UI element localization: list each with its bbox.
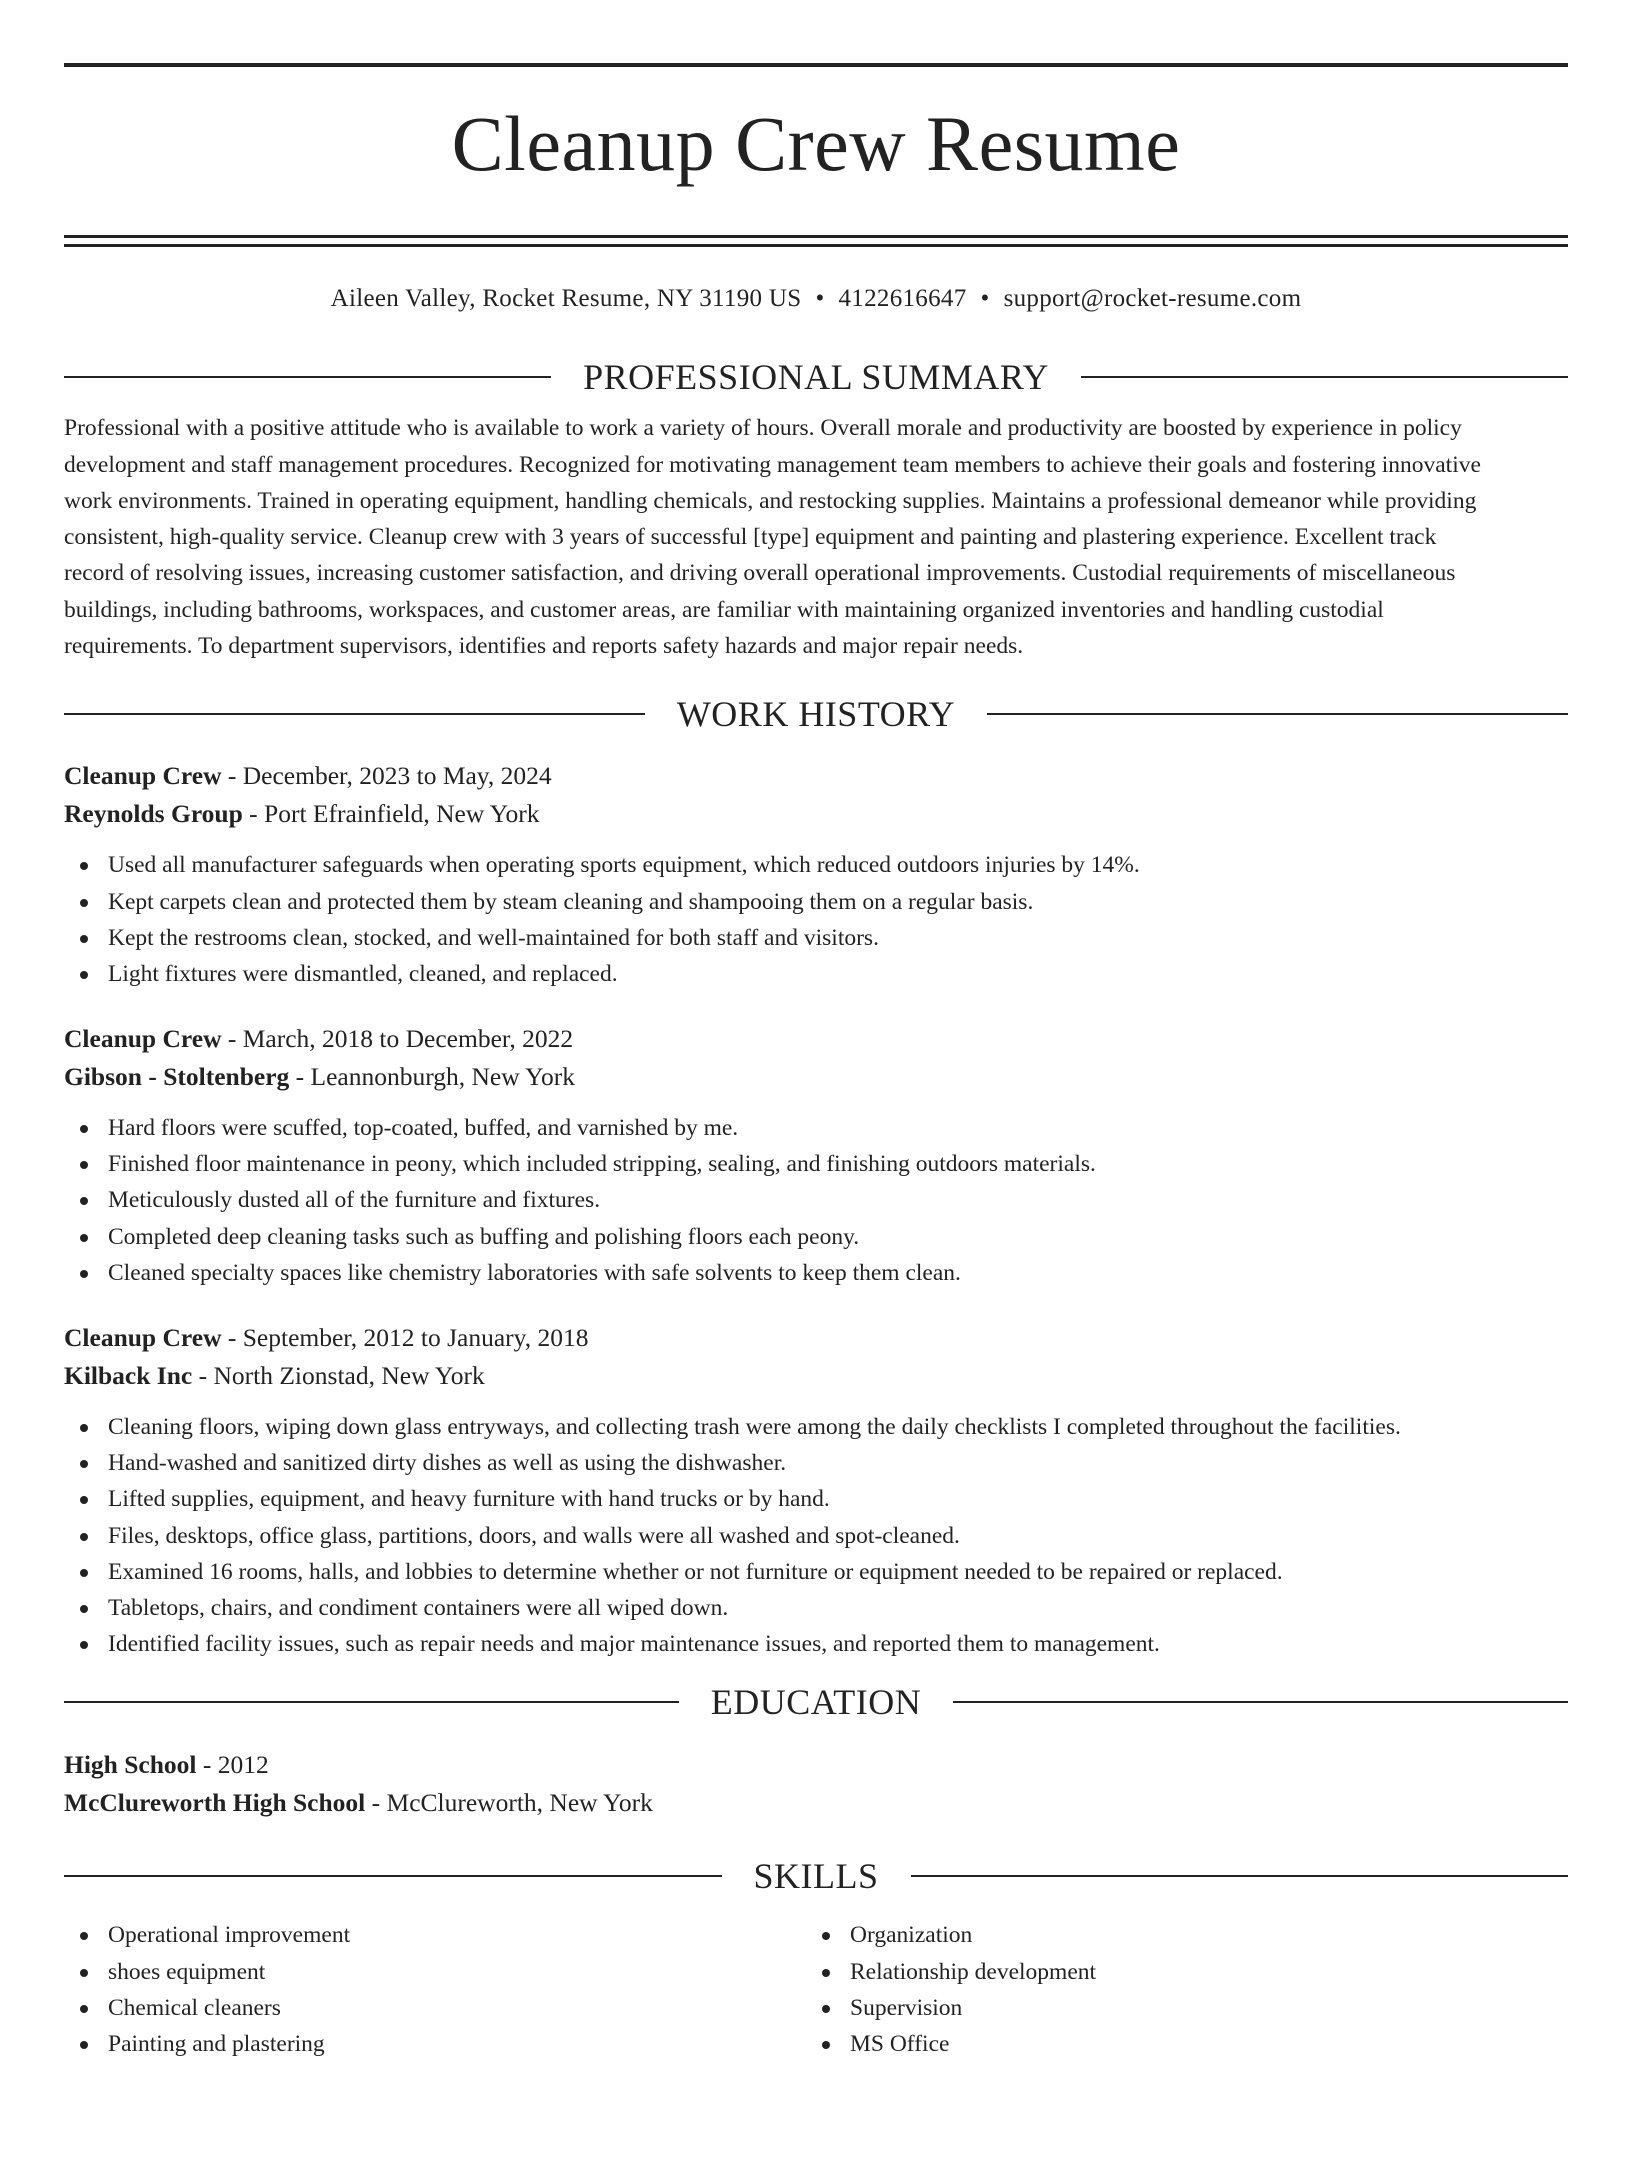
- job-dates: - September, 2012 to January, 2018: [221, 1323, 589, 1353]
- education-school: McClureworth High School: [64, 1788, 366, 1818]
- professional-summary: [64, 410, 1568, 664]
- resume-page: [0, 63, 1632, 2175]
- heading-rule: [64, 1875, 722, 1877]
- list-item: Meticulously dusted all of the furniture and fixtures.: [64, 1182, 1568, 1218]
- job-company: Kilback Inc: [64, 1361, 193, 1391]
- skill-item: Painting and plastering: [64, 2026, 806, 2062]
- heading-rule: [64, 1701, 679, 1703]
- skill-item: MS Office: [806, 2026, 1548, 2062]
- summary-line: Professional with a positive attitude who is available to work a variety of hours. Overall morale and productivity are boosted by experience in policy: [64, 415, 1462, 442]
- section-heading-education: [64, 1682, 1568, 1722]
- list-item: Finished floor maintenance in peony, which included stripping, sealing, and finishing outdoors materials.: [64, 1146, 1568, 1182]
- contact-line: [64, 284, 1568, 314]
- skill-item: Relationship development: [806, 1954, 1548, 1990]
- heading-rule: [64, 713, 645, 715]
- contact-phone: 4122616647: [838, 285, 967, 313]
- job-company-line: [64, 1058, 1568, 1096]
- heading-rule: [1081, 376, 1568, 378]
- heading-rule: [953, 1701, 1568, 1703]
- heading-rule: [911, 1875, 1569, 1877]
- job-title-line: [64, 1319, 1568, 1357]
- education-location: - McClureworth, New York: [365, 1788, 653, 1818]
- summary-line: record of resolving issues, increasing customer satisfaction, and driving overall operational improvements. Custodial requirements of miscellaneous: [64, 560, 1456, 587]
- heading-rule: [64, 376, 551, 378]
- skill-item: shoes equipment: [64, 1954, 806, 1990]
- section-title: SKILLS: [753, 1856, 879, 1897]
- job-title-line: [64, 1020, 1568, 1058]
- list-item: Tabletops, chairs, and condiment containers were all wiped down.: [64, 1590, 1568, 1626]
- job-location: - North Zionstad, New York: [192, 1361, 485, 1391]
- summary-line: consistent, high-quality service. Cleanup crew with 3 years of successful [type] equipment and painting and plastering experience. Excellent track: [64, 524, 1437, 551]
- list-item: Kept the restrooms clean, stocked, and well-maintained for both staff and visitors.: [64, 920, 1568, 956]
- education-degree: High School: [64, 1750, 197, 1780]
- top-rule: [64, 63, 1568, 67]
- contact-separator: •: [980, 285, 990, 313]
- list-item: Lifted supplies, equipment, and heavy furniture with hand trucks or by hand.: [64, 1481, 1568, 1517]
- list-item: Kept carpets clean and protected them by steam cleaning and shampooing them on a regular basis.: [64, 884, 1568, 920]
- job-company-line: [64, 1357, 1568, 1395]
- job-company: Gibson - Stoltenberg: [64, 1062, 290, 1092]
- list-item: Completed deep cleaning tasks such as buffing and polishing floors each peony.: [64, 1219, 1568, 1255]
- job-entry: [64, 1319, 1568, 1662]
- contact-address: Aileen Valley, Rocket Resume, NY 31190 US: [330, 285, 802, 313]
- list-item: Cleaning floors, wiping down glass entryways, and collecting trash were among the daily checklists I completed throughout the facilities.: [64, 1409, 1568, 1445]
- job-title: Cleanup Crew: [64, 1323, 222, 1353]
- job-location: - Port Efrainfield, New York: [242, 799, 540, 829]
- job-dates: - December, 2023 to May, 2024: [221, 761, 552, 791]
- list-item: Used all manufacturer safeguards when operating sports equipment, which reduced outdoors injuries by 14%.: [64, 847, 1568, 883]
- list-item: Hard floors were scuffed, top-coated, buffed, and varnished by me.: [64, 1110, 1568, 1146]
- summary-line: development and staff management procedures. Recognized for motivating management team members to achieve their goals and fostering innovative: [64, 451, 1481, 478]
- section-title: WORK HISTORY: [676, 694, 956, 735]
- job-dates: - March, 2018 to December, 2022: [221, 1024, 574, 1054]
- summary-line: work environments. Trained in operating equipment, handling chemicals, and restocking supplies. Maintains a professional demeanor while providing: [64, 487, 1477, 514]
- list-item: Identified facility issues, such as repair needs and major maintenance issues, and reported them to management.: [64, 1626, 1568, 1662]
- job-company: Reynolds Group: [64, 799, 243, 829]
- section-heading-work-history: [64, 694, 1568, 734]
- skills-column-left: [64, 1917, 806, 2062]
- section-title: PROFESSIONAL SUMMARY: [583, 357, 1049, 398]
- skill-item: Operational improvement: [64, 1917, 806, 1953]
- education-year: - 2012: [196, 1750, 269, 1780]
- skills-list: [64, 1917, 1568, 2062]
- list-item: Examined 16 rooms, halls, and lobbies to determine whether or not furniture or equipment needed to be repaired or replaced.: [64, 1554, 1568, 1590]
- section-heading-summary: [64, 357, 1568, 397]
- job-title: Cleanup Crew: [64, 1024, 222, 1054]
- list-item: Files, desktops, office glass, partitions, doors, and walls were all washed and spot-cleaned.: [64, 1518, 1568, 1554]
- skill-item: Supervision: [806, 1990, 1548, 2026]
- skills-column-right: [806, 1917, 1548, 2062]
- job-entry: [64, 1020, 1568, 1291]
- education-entry: [64, 1746, 1568, 1822]
- job-location: - Leannonburgh, New York: [289, 1062, 575, 1092]
- job-title-line: [64, 757, 1568, 795]
- heading-rule: [987, 713, 1568, 715]
- title-double-rule: [64, 235, 1568, 247]
- list-item: Light fixtures were dismantled, cleaned, and replaced.: [64, 956, 1568, 992]
- section-heading-skills: [64, 1856, 1568, 1896]
- skill-item: Chemical cleaners: [64, 1990, 806, 2026]
- job-bullets: [64, 1110, 1568, 1291]
- education-degree-line: [64, 1746, 1568, 1784]
- job-entry: [64, 757, 1568, 992]
- job-bullets: [64, 1409, 1568, 1662]
- list-item: Cleaned specialty spaces like chemistry laboratories with safe solvents to keep them clean.: [64, 1255, 1568, 1291]
- list-item: Hand-washed and sanitized dirty dishes as well as using the dishwasher.: [64, 1445, 1568, 1481]
- summary-line: buildings, including bathrooms, workspaces, and customer areas, are familiar with maintaining organized inventories and handling custodial: [64, 596, 1384, 623]
- job-company-line: [64, 795, 1568, 833]
- job-bullets: [64, 847, 1568, 992]
- summary-line: requirements. To department supervisors, identifies and reports safety hazards and major repair needs.: [64, 633, 1024, 660]
- contact-email: support@rocket-resume.com: [1003, 285, 1302, 313]
- contact-separator: •: [815, 285, 825, 313]
- section-title: EDUCATION: [710, 1682, 922, 1723]
- job-title: Cleanup Crew: [64, 761, 222, 791]
- resume-title: Cleanup Crew Resume: [451, 100, 1181, 187]
- education-school-line: [64, 1784, 1568, 1822]
- skill-item: Organization: [806, 1917, 1548, 1953]
